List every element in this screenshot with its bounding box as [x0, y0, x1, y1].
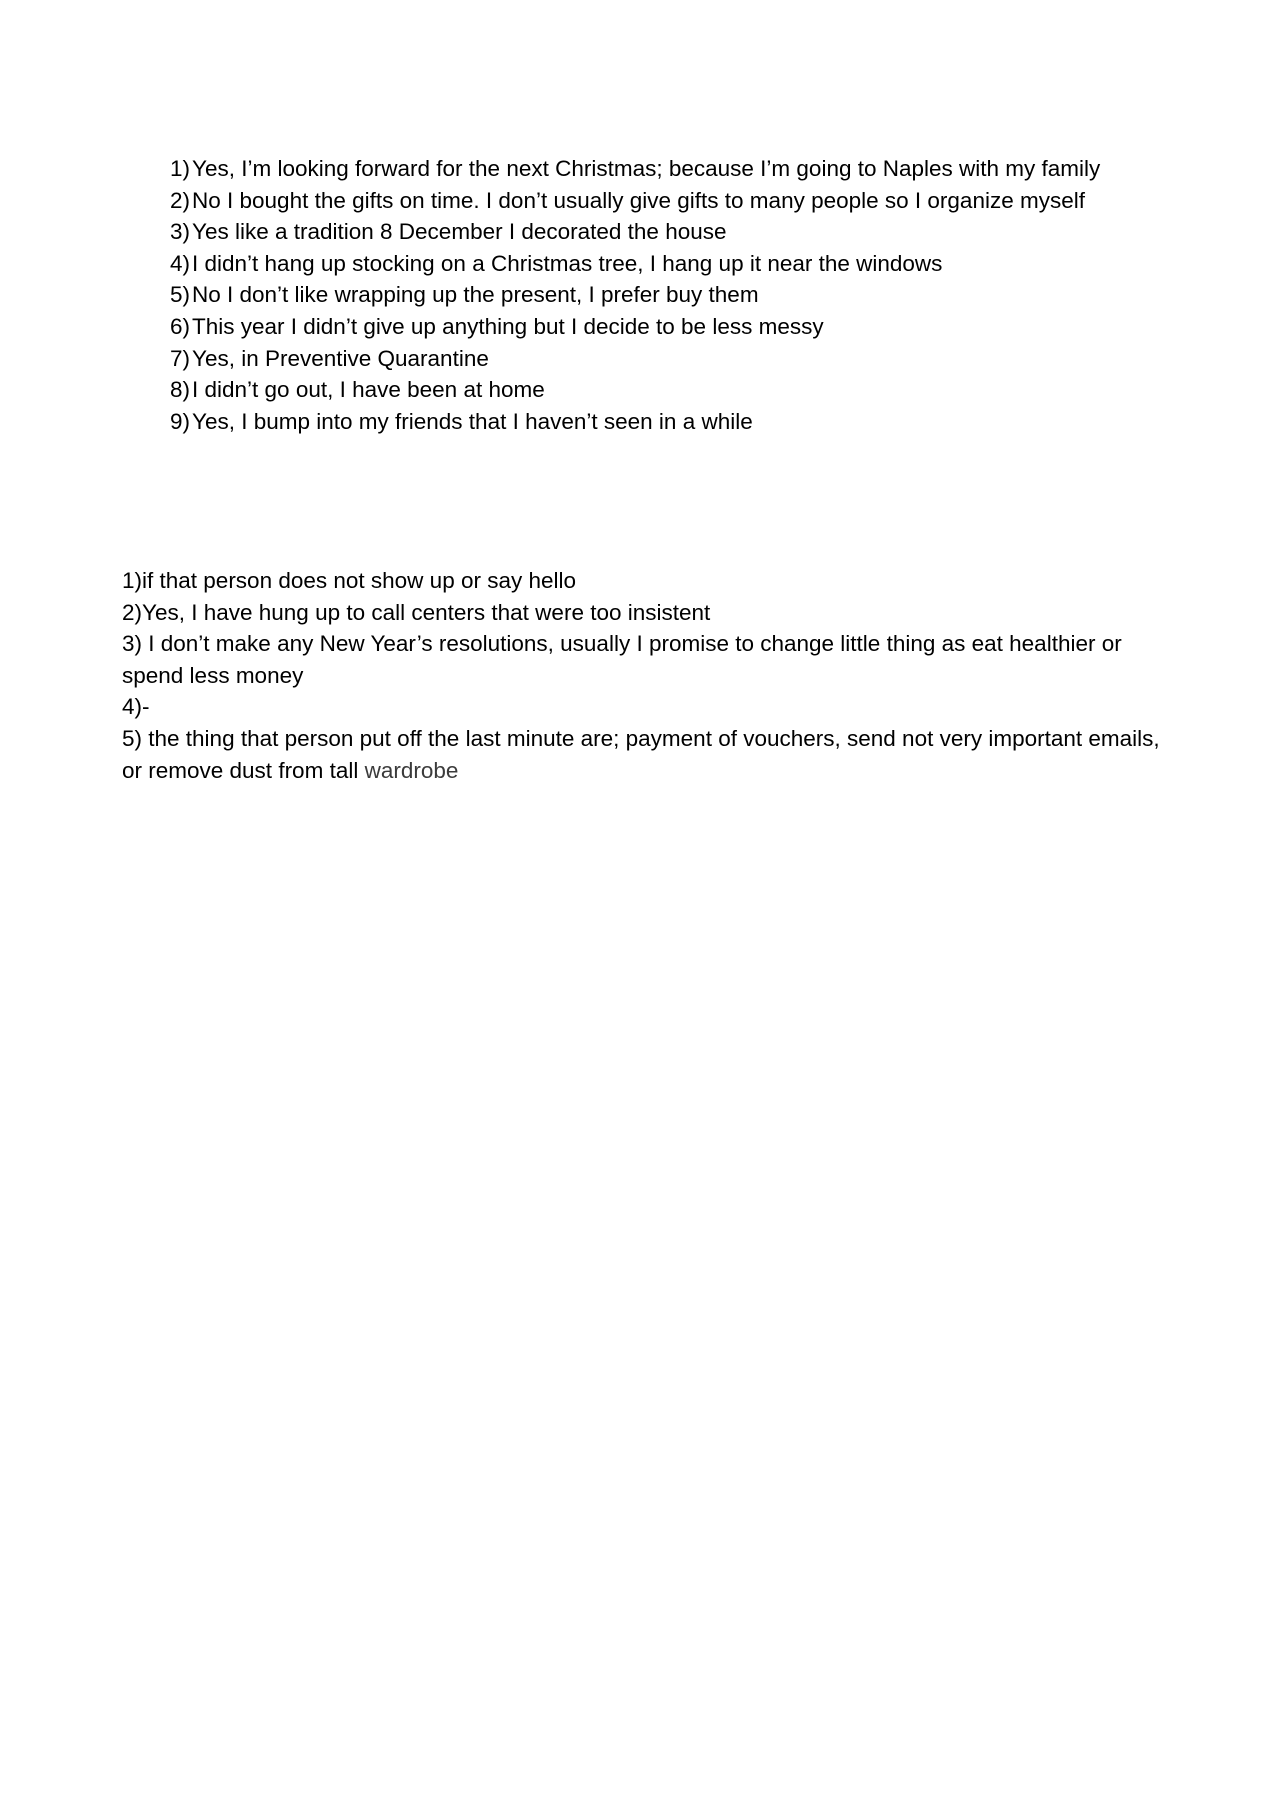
list-item: [150, 216, 1170, 248]
answer-paragraph-3: 3) I don’t make any New Year’s resolutions, usually I promise to change little thing as eat healthier or spend less money: [122, 631, 1122, 688]
list-item-text: Yes, I’m looking forward for the next Christmas; because I’m going to Naples with my family: [192, 156, 1101, 181]
list-item-text: I didn’t hang up stocking on a Christmas tree, I hang up it near the windows: [192, 250, 943, 276]
answer-paragraph-1: 1)if that person does not show up or say hello: [122, 568, 577, 593]
list-item: [150, 311, 1170, 343]
list-item-number: 7): [169, 345, 190, 371]
list-item: [150, 153, 1170, 185]
list-item-number: 9): [169, 408, 190, 434]
christmas-answers-list: [150, 153, 1170, 437]
second-answers-block: [122, 565, 1162, 786]
list-item-text: I didn’t go out, I have been at home: [192, 377, 545, 403]
list-item-number: 4): [169, 250, 190, 276]
answer-paragraph-4: 4)-: [122, 694, 150, 720]
list-item-text: No I bought the gifts on time. I don’t usually give gifts to many people so I organize myself: [192, 187, 1085, 213]
list-item-text: Yes, I bump into my friends that I haven’t seen in a while: [192, 408, 753, 434]
list-item-number: 6): [169, 313, 190, 339]
list-item-text: No I don’t like wrapping up the present, I prefer buy them: [192, 282, 759, 308]
list-item-number: 2): [169, 187, 190, 213]
answer-paragraph-5-last-word: wardrobe: [364, 757, 459, 783]
list-item-text: Yes, in Preventive Quarantine: [192, 345, 489, 371]
list-item-number: 3): [169, 219, 190, 245]
list-item: [150, 279, 1170, 311]
list-item: [150, 374, 1170, 406]
list-item-text: Yes like a tradition 8 December I decorated the house: [192, 219, 727, 245]
list-item: [150, 185, 1170, 217]
list-item-text: This year I didn’t give up anything but I decide to be less messy: [192, 313, 824, 339]
answer-paragraph-5-text: 5) the thing that person put off the last minute are; payment of vouchers, send not very important emails, or remove dust from tall: [122, 725, 1160, 783]
list-item-number: 1): [169, 156, 190, 181]
answer-paragraph-2: 2)Yes, I have hung up to call centers that were too insistent: [122, 599, 711, 625]
list-item: [150, 343, 1170, 375]
list-item: [150, 248, 1170, 280]
list-item-number: 5): [169, 282, 190, 308]
list-item-number: 8): [169, 377, 190, 403]
list-item: [150, 406, 1170, 438]
answer-paragraph-5: [122, 723, 1162, 786]
